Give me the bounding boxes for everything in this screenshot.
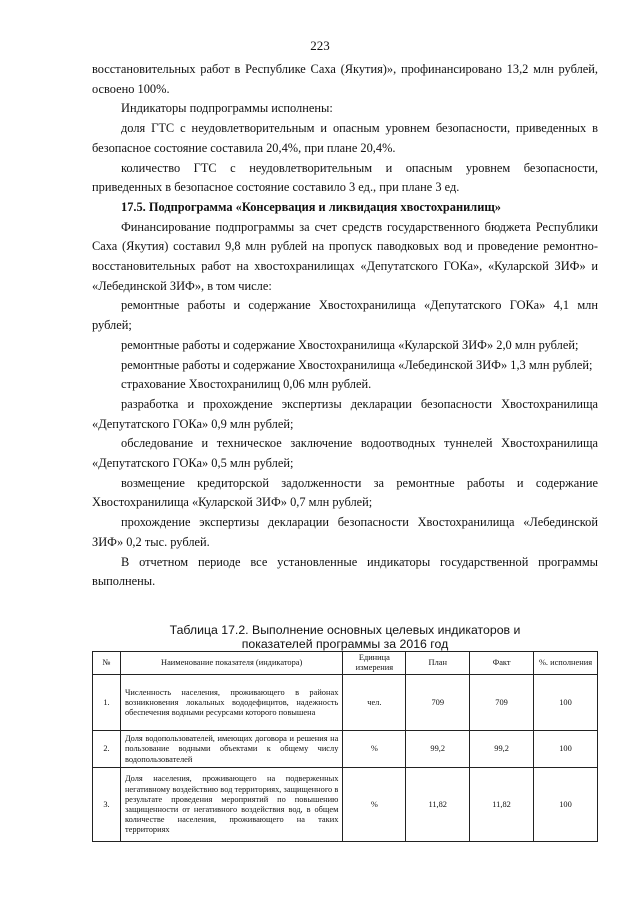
table-row xyxy=(93,675,598,731)
cell-pct: 100 xyxy=(534,768,598,842)
paragraph: доля ГТС с неудовлетворительным и опасным уровнем безопасности, приведенных в безопасное состояние составила 20,4%, при плане 20,4%. xyxy=(92,121,598,155)
section-heading: 17.5. Подпрограмма «Консервация и ликвидация хвостохранилищ» xyxy=(121,199,502,214)
cell-fact: 709 xyxy=(470,675,534,731)
table-row xyxy=(93,768,598,842)
cell-unit: чел. xyxy=(343,675,406,731)
cell-unit: % xyxy=(343,768,406,842)
cell-fact: 99,2 xyxy=(470,731,534,768)
cell-plan: 709 xyxy=(406,675,470,731)
paragraph: Финансирование подпрограммы за счет средств государственного бюджета Республики Саха (Якутия) составил 9,8 млн рублей на пропуск паводковых вод и проведение ремонтно-восстановительных работ на хвостохранилищах «Депутатского ГОКа», «Куларской ЗИФ» и «Лебединской ЗИФ», в том числе: xyxy=(92,219,598,293)
cell-plan: 11,82 xyxy=(406,768,470,842)
paragraph: Индикаторы подпрограммы исполнены: xyxy=(121,101,333,116)
paragraph: ремонтные работы и содержание Хвостохранилища «Лебединской ЗИФ» 1,3 млн рублей; xyxy=(121,357,593,372)
paragraph: разработка и прохождение экспертизы декларации безопасности Хвостохранилища «Депутатского ГОКа» 0,9 млн рублей; xyxy=(92,396,598,431)
cell-fact: 11,82 xyxy=(470,768,534,842)
cell-num: 2. xyxy=(93,731,121,768)
table-caption-line-1: Таблица 17.2. Выполнение основных целевых индикаторов и xyxy=(169,623,521,637)
header-pct: %. исполнения xyxy=(534,652,598,675)
cell-plan: 99,2 xyxy=(406,731,470,768)
paragraph: возмещение кредиторской задолженности за ремонтные работы и содержание Хвостохранилища «Куларской ЗИФ» 0,7 млн рублей; xyxy=(92,475,598,510)
paragraph: ремонтные работы и содержание Хвостохранилища «Куларской ЗИФ» 2,0 млн рублей; xyxy=(121,337,579,352)
paragraph: В отчетном периоде все установленные индикаторы государственной программы выполнены. xyxy=(92,554,598,589)
header-fact: Факт xyxy=(470,652,534,675)
table-row xyxy=(93,731,598,768)
cell-unit: % xyxy=(343,731,406,768)
header-unit: Единица измерения xyxy=(343,652,406,675)
header-plan: План xyxy=(406,652,470,675)
cell-pct: 100 xyxy=(534,731,598,768)
cell-pct: 100 xyxy=(534,675,598,731)
cell-name: Доля водопользователей, имеющих договора и решения на пользование водными объектами к общему числу водопользователей xyxy=(120,731,342,768)
paragraph: ремонтные работы и содержание Хвостохранилища «Депутатского ГОКа» 4,1 млн рублей; xyxy=(92,298,598,333)
table-caption-line-2: показателей программы за 2016 год xyxy=(241,637,449,651)
table-header-row xyxy=(93,652,598,675)
paragraph: обследование и техническое заключение водоотводных туннелей Хвостохранилища «Депутатского ГОКа» 0,5 млн рублей; xyxy=(92,436,598,471)
paragraph: страхование Хвостохранилищ 0,06 млн рублей. xyxy=(121,377,372,392)
paragraph: прохождение экспертизы декларации безопасности Хвостохранилища «Лебединской ЗИФ» 0,2 тыс. рублей. xyxy=(92,515,598,549)
table-caption xyxy=(92,623,598,651)
cell-num: 3. xyxy=(93,768,121,842)
cell-name: Численность населения, проживающего в районах возникновения локальных вододефицитов, надежность обеспечения водными ресурсами которого повышена xyxy=(120,675,342,731)
paragraph: количество ГТС с неудовлетворительным и опасным уровнем безопасности, приведенных в безопасное состояние составило 3 ед., при плане 3 ед. xyxy=(92,160,598,195)
indicators-table xyxy=(92,651,598,842)
page-number: 223 xyxy=(310,38,330,53)
header-num: № xyxy=(93,652,121,675)
cell-num: 1. xyxy=(93,675,121,731)
cell-name: Доля населения, проживающего на подверженных негативному воздействию вод территориях, защищенного в результате проведения мероприятий по повышению защищенности от негативного воздействия вод, в общем количестве населения, проживающего на таких территориях xyxy=(120,768,342,842)
body-text xyxy=(92,60,598,592)
paragraph: восстановительных работ в Республике Саха (Якутия)», профинансировано 13,2 млн рублей, освоено 100%. xyxy=(92,62,598,96)
header-name: Наименование показателя (индикатора) xyxy=(120,652,342,675)
